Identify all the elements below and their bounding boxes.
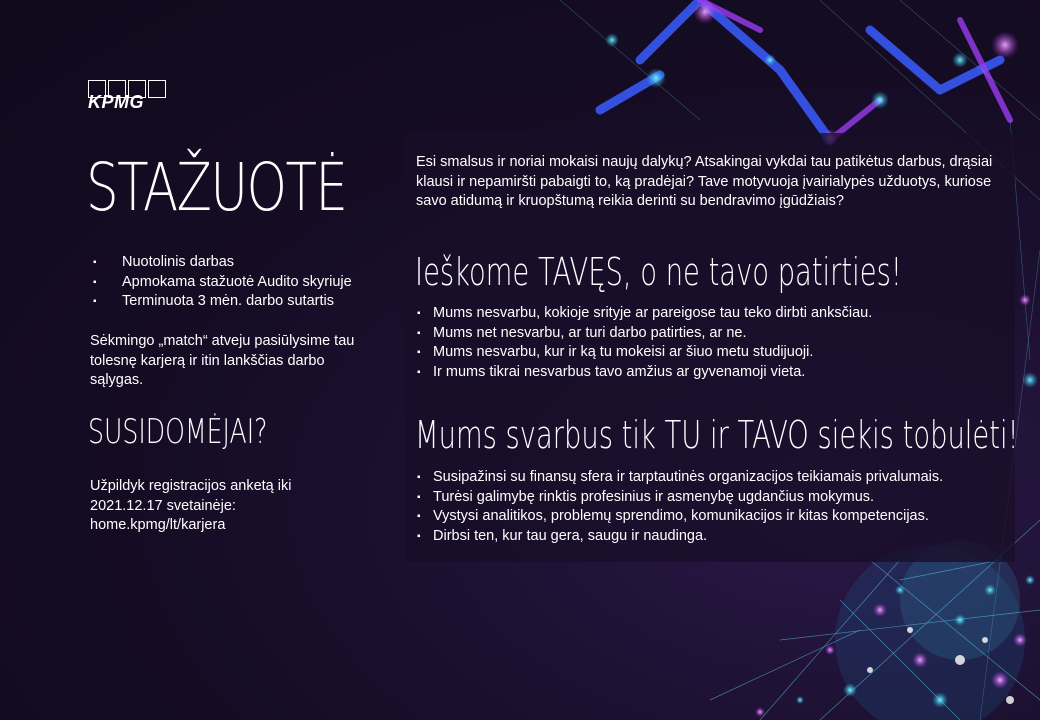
list-item: ▪ Mums net nesvarbu, ar turi darbo patirties, ar ne. — [416, 324, 1016, 344]
kpmg-logo-text: KPMG — [88, 92, 144, 112]
list-item: ▪ Susipažinsi su finansų sfera ir tarptautinės organizacijos teikiamais privalumais. — [416, 468, 1016, 488]
list-item: ▪ Terminuota 3 mėn. darbo sutartis — [90, 292, 380, 312]
section1-heading: Ieškome TAVĘS, o ne tavo patirties! — [415, 250, 902, 294]
list-item: ▪ Turėsi galimybę rinktis profesinius ir asmenybę ugdančius mokymus. — [416, 488, 1016, 508]
section2-heading: Mums svarbus tik TU ir TAVO siekis tobulėti! — [415, 413, 1019, 457]
kpmg-logo — [88, 80, 170, 112]
interest-heading: SUSIDOMĖJAI? — [88, 412, 268, 452]
list-item: ▪ Nuotolinis darbas — [90, 253, 380, 273]
section2-list — [416, 468, 1016, 546]
intro-text: Esi smalsus ir noriai mokaisi naujų dalykų? Atsakingai vykdai tau patikėtus darbus, drąsiai klausi ir nepamiršti pabaigti to, ką pradėjai? Tave motyvuoja įvairialypės užduotys, kuriose savo atidumą ir kruopštumą reikia derinti su bendravimo įgūdžiais? — [416, 154, 993, 209]
list-item: ▪ Vystysi analitikos, problemų sprendimo, komunikacijos ir kitas kompetencijas. — [416, 507, 1016, 527]
page-title: STAŽUOTĖ — [86, 149, 347, 226]
benefits-list — [90, 253, 380, 312]
list-item: ▪ Ir mums tikrai nesvarbus tavo amžius ar gyvenamoji vieta. — [416, 363, 1016, 383]
register-text: Užpildyk registracijos anketą iki 2021.12.17 svetainėje: home.kpmg/lt/karjera — [90, 478, 292, 533]
match-text: Sėkmingo „match“ atveju pasiūlysime tau tolesnę karjerą ir itin lankščias darbo sąlygas. — [90, 333, 355, 388]
list-item: ▪ Mums nesvarbu, kokioje srityje ar pareigose tau teko dirbti anksčiau. — [416, 304, 1016, 324]
section1-list — [416, 304, 1016, 382]
list-item: ▪ Mums nesvarbu, kur ir ką tu mokeisi ar šiuo metu studijuoji. — [416, 343, 1016, 363]
list-item: ▪ Dirbsi ten, kur tau gera, saugu ir naudinga. — [416, 527, 1016, 547]
list-item: ▪ Apmokama stažuotė Audito skyriuje — [90, 273, 380, 293]
